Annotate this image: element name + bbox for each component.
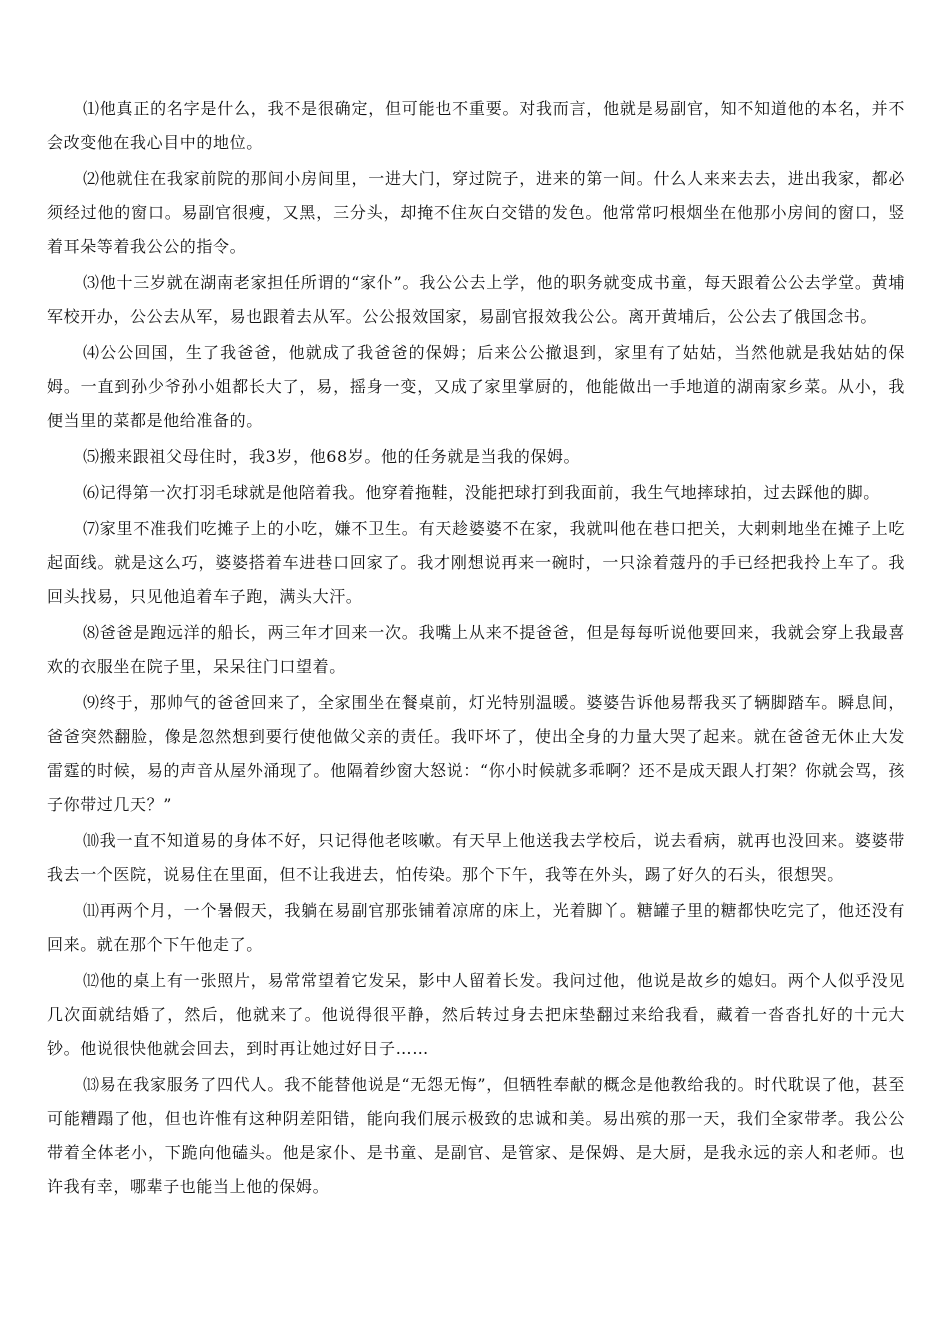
paragraph-text: 我一直不知道易的身体不好，只记得他老咳嗽。有天早上他送我去学校后，说去看病，就再也没回来。婆婆带我去一个医院，说易住在里面，但不让我进去，怕传染。那个下午，我等在外头，踢了好久的石头，很想哭。 [47, 831, 905, 884]
paragraph-number: ⑾ [83, 901, 100, 920]
paragraph-4 [47, 336, 905, 438]
paragraph-text: 公公回国，生了我爸爸，他就成了我爸爸的保姆；后来公公撤退到，家里有了姑姑，当然他就是我姑姑的保姆。一直到孙少爷孙小姐都长大了，易，摇身一变，又成了家里掌厨的，他能做出一手地道的湖南家乡菜。从小，我便当里的菜都是他给准备的。 [47, 343, 905, 430]
paragraph-3 [47, 266, 905, 334]
article-body [47, 92, 905, 1206]
paragraph-number: ⑺ [83, 519, 100, 538]
paragraph-13 [47, 1068, 905, 1204]
paragraph-number: ⑿ [83, 971, 100, 990]
paragraph-9 [47, 686, 905, 822]
paragraph-1 [47, 92, 905, 160]
paragraph-8 [47, 616, 905, 684]
paragraph-number: ⑴ [83, 99, 100, 118]
paragraph-text: 他就住在我家前院的那间小房间里，一进大门，穿过院子，进来的第一间。什么人来来去去，进出我家，都必须经过他的窗口。易副官很瘦，又黑，三分头，却掩不住灰白交错的发色。他常常叼根烟坐在他那小房间的窗口，竖着耳朵等着我公公的指令。 [47, 169, 905, 256]
paragraph-12 [47, 964, 905, 1066]
paragraph-text: 家里不准我们吃摊子上的小吃，嫌不卫生。有天趁婆婆不在家，我就叫他在巷口把关，大剌剌地坐在摊子上吃起面线。就是这么巧，婆婆搭着车进巷口回家了。我才刚想说再来一碗时，一只涂着蔻丹的手已经把我拎上车了。我回头找易，只见他追着车子跑，满头大汗。 [47, 519, 905, 606]
paragraph-number: ⑷ [83, 343, 101, 362]
paragraph-text: 终于，那帅气的爸爸回来了，全家围坐在餐桌前，灯光特别温暖。婆婆告诉他易帮我买了辆脚踏车。瞬息间，爸爸突然翻脸，像是忽然想到要行使他做父亲的责任。我吓坏了，使出全身的力量大哭了起来。就在爸爸无休止大发雷霆的时候，易的声音从屋外涌现了。他隔着纱窗大怒说：“你小时候就多乖啊？还不是成天跟人打架？你就会骂，孩子你带过几天？” [47, 693, 905, 814]
paragraph-text: 爸爸是跑远洋的船长，两三年才回来一次。我嘴上从来不提爸爸，但是每每听说他要回来，我就会穿上我最喜欢的衣服坐在院子里，呆呆往门口望着。 [47, 623, 905, 676]
paragraph-text: 搬来跟祖父母住时，我3岁，他68岁。他的任务就是当我的保姆。 [99, 447, 581, 466]
paragraph-number: ⑵ [83, 169, 100, 188]
paragraph-text: 再两个月，一个暑假天，我躺在易副官那张铺着凉席的床上，光着脚丫。糖罐子里的糖都快吃完了，他还没有回来。就在那个下午他走了。 [47, 901, 905, 954]
paragraph-number: ⑽ [83, 831, 100, 850]
paragraph-number: ⒀ [83, 1075, 100, 1094]
paragraph-number: ⑸ [83, 447, 100, 466]
paragraph-7 [47, 512, 905, 614]
paragraph-number: ⑹ [83, 483, 100, 502]
paragraph-5 [47, 440, 905, 474]
paragraph-number: ⑼ [83, 693, 100, 712]
paragraph-number: ⑻ [83, 623, 100, 642]
paragraph-2 [47, 162, 905, 264]
paragraph-11 [47, 894, 905, 962]
paragraph-text: 他的桌上有一张照片，易常常望着它发呆，影中人留着长发。我问过他，他说是故乡的媳妇。两个人似乎没见几次面就结婚了，然后，他就来了。他说得很平静，然后转过身去把床垫翻过来给我看，藏着一沓沓扎好的十元大钞。他说很快他就会回去，到时再让她过好日子…… [47, 971, 905, 1058]
paragraph-text: 记得第一次打羽毛球就是他陪着我。他穿着拖鞋，没能把球打到我面前，我生气地摔球拍，过去踩他的脚。 [99, 483, 880, 502]
paragraph-10 [47, 824, 905, 892]
paragraph-text: 他真正的名字是什么，我不是很确定，但可能也不重要。对我而言，他就是易副官，知不知道他的本名，并不会改变他在我心目中的地位。 [47, 99, 905, 152]
paragraph-number: ⑶ [83, 273, 100, 292]
paragraph-text: 他十三岁就在湖南老家担任所谓的“家仆”。我公公去上学，他的职务就变成书童，每天跟着公公去学堂。黄埔军校开办，公公去从军，易也跟着去从军。公公报效国家，易副官报效我公公。离开黄埔后，公公去了俄国念书。 [47, 273, 905, 326]
paragraph-text: 易在我家服务了四代人。我不能替他说是“无怨无悔”，但牺牲奉献的概念是他教给我的。时代耽误了他，甚至可能糟蹋了他，但也许惟有这种阴差阳错，能向我们展示极致的忠诚和美。易出殡的那一天，我们全家带孝。我公公带着全体老小，下跪向他磕头。他是家仆、是书童、是副官、是管家、是保姆、是大厨，是我永远的亲人和老师。也许我有幸，哪辈子也能当上他的保姆。 [47, 1075, 905, 1196]
paragraph-6 [47, 476, 905, 510]
